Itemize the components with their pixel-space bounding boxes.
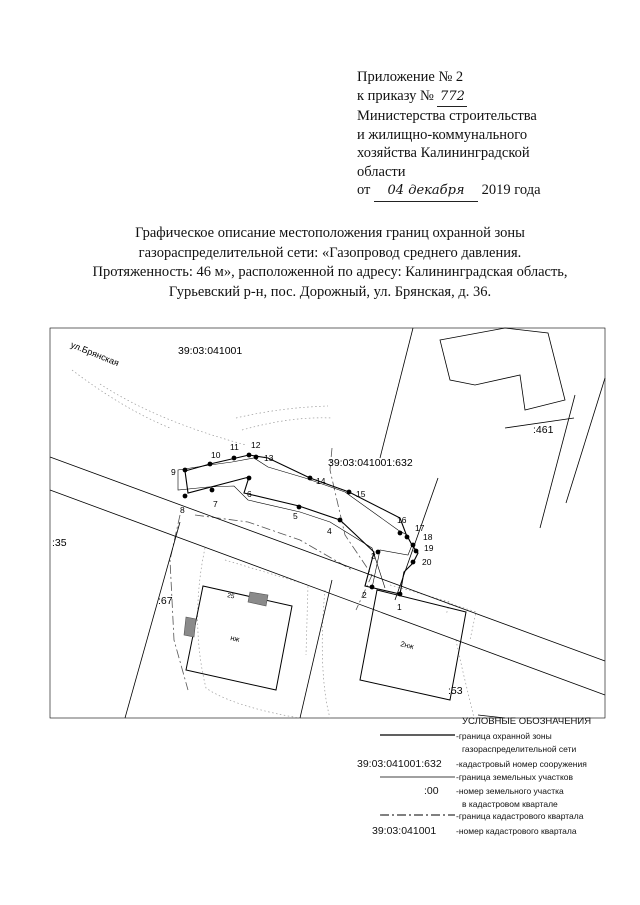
legend-item-6-symbol: 39:03:041001 <box>372 825 437 837</box>
building-461 <box>440 328 565 410</box>
point-label-7: 7 <box>213 499 218 509</box>
point-8 <box>183 494 188 499</box>
point-label-6: 6 <box>247 489 252 499</box>
point-17 <box>405 535 410 540</box>
point-label-1: 1 <box>397 602 402 612</box>
dotted-outlines <box>72 370 476 718</box>
parcel-label-67: :67 <box>158 595 173 607</box>
point-label-2: 2 <box>362 590 367 600</box>
pipeline-centerline <box>178 458 412 588</box>
quarter-boundary <box>170 448 372 690</box>
floors-label: 25 <box>226 592 236 601</box>
date-handwritten: 04 декабря <box>374 182 478 202</box>
annex-2 <box>184 617 196 637</box>
point-label-19: 19 <box>424 543 434 553</box>
appendix-line-4: и жилищно-коммунального <box>357 126 528 143</box>
date-suffix: 2019 года <box>481 182 541 198</box>
point-label-12: 12 <box>251 440 261 450</box>
house-label-left: нж <box>229 633 241 644</box>
legend-item-1-text2: газораспределительной сети <box>462 744 577 754</box>
point-3 <box>376 550 381 555</box>
point-label-17: 17 <box>415 523 425 533</box>
point-5 <box>297 505 302 510</box>
legend-item-4-text1: -номер земельного участка <box>456 786 564 796</box>
point-20 <box>411 560 416 565</box>
buildings <box>184 586 466 700</box>
point-label-5: 5 <box>293 511 298 521</box>
point-13 <box>254 455 259 460</box>
point-4 <box>338 518 343 523</box>
title-line-1: Графическое описание местоположения границ охранной зоны <box>135 225 525 241</box>
legend-heading: УСЛОВНЫЕ ОБОЗНАЧЕНИЯ <box>462 716 592 727</box>
point-7 <box>210 488 215 493</box>
appendix-line-6: области <box>357 163 406 180</box>
structure-label: 39:03:041001:632 <box>328 457 413 469</box>
point-label-9: 9 <box>171 467 176 477</box>
point-label-3: 3 <box>371 551 376 561</box>
point-14 <box>308 476 313 481</box>
legend-item-1-text1: -граница охранной зоны <box>456 731 552 741</box>
point-label-4: 4 <box>327 526 332 536</box>
legend-item-2-text1: -кадастровый номер сооружения <box>456 759 587 769</box>
point-18 <box>411 543 416 548</box>
parcel-label-461: :461 <box>533 424 554 436</box>
point-label-8: 8 <box>180 505 185 515</box>
point-16 <box>398 531 403 536</box>
point-label-18: 18 <box>423 532 433 542</box>
legend-symbols <box>380 735 455 815</box>
appendix-line-5: хозяйства Калининградской <box>357 145 530 161</box>
annex-1 <box>248 592 268 606</box>
house-label-right: 2нж <box>399 639 415 652</box>
appendix-line-1: Приложение № 2 <box>357 69 464 85</box>
title-line-3: Протяженность: 46 м», расположенной по адресу: Калининградская область, <box>92 264 568 280</box>
date-prefix: от <box>357 182 371 198</box>
point-6 <box>247 476 252 481</box>
legend-item-5-text1: -граница кадастрового квартала <box>456 811 584 821</box>
legend-item-2-symbol: 39:03:041001:632 <box>357 758 442 770</box>
point-9 <box>183 468 188 473</box>
point-2 <box>370 585 375 590</box>
quarter-label: 39:03:041001 <box>178 345 243 357</box>
point-label-13: 13 <box>264 453 274 463</box>
point-label-14: 14 <box>316 476 326 486</box>
point-19 <box>414 549 419 554</box>
appendix-line-3: Министерства строительства <box>357 108 537 124</box>
street-label: ул.Брянская <box>69 339 121 369</box>
legend-item-4-symbol: :00 <box>424 785 439 797</box>
title-line-4: Гурьевский р-н, пос. Дорожный, ул. Брянская, д. 36. <box>168 283 492 300</box>
parcel-label-35: :35 <box>52 537 67 549</box>
protection-zone-boundary <box>185 455 418 594</box>
point-15 <box>347 490 352 495</box>
point-label-20: 20 <box>422 557 432 567</box>
order-number-handwritten: 772 <box>437 88 467 108</box>
point-label-16: 16 <box>397 515 407 525</box>
point-label-10: 10 <box>211 450 221 460</box>
point-label-11: 11 <box>230 442 239 452</box>
turning-points <box>183 453 419 597</box>
order-prefix: к приказу № <box>357 87 434 104</box>
point-10 <box>208 462 213 467</box>
point-12 <box>247 453 252 458</box>
point-label-15: 15 <box>356 489 366 499</box>
legend-item-6-text1: -номер кадастрового квартала <box>456 826 577 836</box>
point-1 <box>398 592 403 597</box>
parcel-label-53: :53 <box>448 685 463 697</box>
point-11 <box>232 456 237 461</box>
legend-item-3-text1: -граница земельных участков <box>456 772 574 782</box>
legend-item-4-text2: в кадастровом квартале <box>462 799 558 809</box>
title-line-2: газораспределительной сети: «Газопровод среднего давления. <box>138 244 522 261</box>
